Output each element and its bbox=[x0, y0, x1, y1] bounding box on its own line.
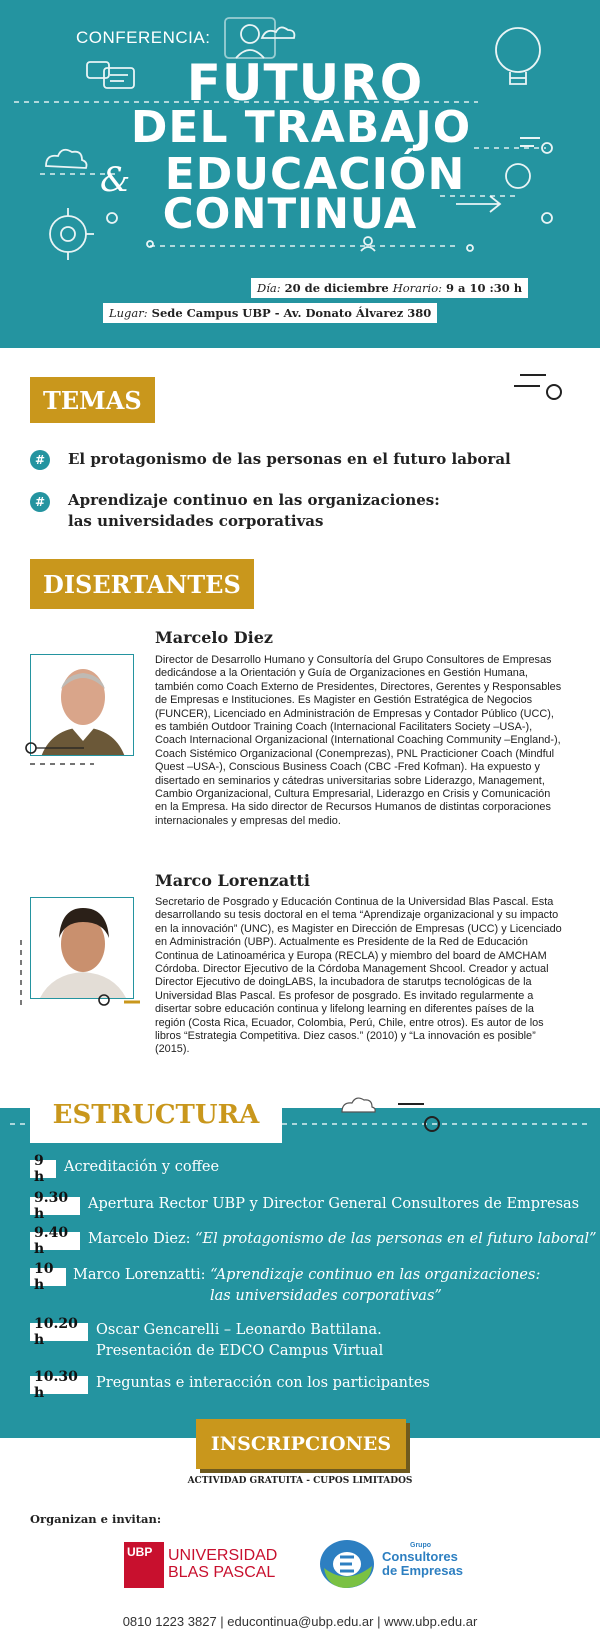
consultores-logo-text bbox=[382, 1550, 463, 1578]
cloud-icon bbox=[342, 1098, 375, 1112]
ubp-logo-line: UNIVERSIDAD bbox=[168, 1547, 278, 1564]
consultores-logo-small: Grupo bbox=[410, 1542, 431, 1549]
agenda-item-continued bbox=[210, 1286, 442, 1307]
agenda-speaker: Marco Lorenzatti: bbox=[73, 1267, 206, 1283]
lightbulb-icon bbox=[496, 28, 540, 72]
ubp-logo-mark: UBP bbox=[124, 1542, 164, 1588]
ubp-logo-text bbox=[168, 1547, 277, 1581]
conference-label: CONFERENCIA: bbox=[76, 28, 211, 47]
title-line-educacion: EDUCACIÓN bbox=[164, 149, 466, 200]
hash-icon: # bbox=[30, 492, 50, 512]
time-value: 9 a 10 :30 h bbox=[446, 281, 523, 295]
title-line-continua: CONTINUA bbox=[162, 189, 418, 238]
chat-bubble-icon bbox=[87, 62, 109, 78]
cloud-icon bbox=[46, 150, 87, 168]
speaker-name: Marcelo Diez bbox=[155, 628, 273, 647]
inscripciones-note: ACTIVIDAD GRATUITA - CUPOS LIMITADOS bbox=[187, 1476, 413, 1486]
time-badge: 9.40 h bbox=[30, 1232, 80, 1250]
agenda-item bbox=[88, 1229, 597, 1250]
consultores-logo-line: Consultores bbox=[382, 1549, 458, 1564]
consultores-logo[interactable] bbox=[318, 1536, 488, 1592]
header-banner bbox=[0, 0, 600, 348]
ubp-logo[interactable] bbox=[124, 1542, 278, 1588]
inscripciones-button[interactable] bbox=[196, 1419, 406, 1469]
speaker-name: Marco Lorenzatti bbox=[155, 871, 310, 890]
consultores-logo-mark bbox=[318, 1538, 376, 1590]
title-line-del-trabajo: DEL TRABAJO bbox=[130, 102, 472, 153]
agenda-item: Preguntas e interacción con los participantes bbox=[96, 1375, 430, 1391]
time-badge: 9 h bbox=[30, 1160, 56, 1178]
speaker-bio: Secretario de Posgrado y Educación Continua de la Universidad Blas Pascal. Esta desarrollando su tesis doctoral en el tema “Aprendizaje organizacional y su impacto en la innovación” (UNC), es Magister en Dirección de Empresas (UCC) y Licenciado en Administración (UBP). Actualmente es Presidente de la Red de Educación Continua de Latinoamérica y Europa (RECLA) y miembro del board de AMCHAM Córdoba. Director Ejecutivo de la Córdoba Management Shcool. Creador y actual Director Ejecutivo de doingLABS, la incubadora de starutps tecnológicas de la Universidad Blas Pascal. Es profesor de posgrado. Es invitado regularmente a disertar sobre educación continua y lifelong learning en diferentes países de la región (Costa Rica, Ecuador, Colombia, Perú, Chile, entre otros). Es autor de los libros “Estrategia Competitiva. Diez casos.” (2010) y “La innovación es posible” (2015). bbox=[155, 896, 562, 1056]
speaker-decoration bbox=[18, 936, 143, 1006]
title-ampersand: & bbox=[100, 160, 131, 200]
day-value: 20 de diciembre bbox=[284, 281, 389, 295]
agenda-talk: “Aprendizaje continuo en las organizaciones: bbox=[210, 1267, 541, 1283]
speaker-decoration bbox=[24, 740, 104, 770]
temas-decoration bbox=[510, 370, 570, 404]
footer-contact: 0810 1223 3827 | educontinua@ubp.edu.ar | www.ubp.edu.ar bbox=[122, 1614, 478, 1629]
topic-item: El protagonismo de las personas en el futuro laboral bbox=[68, 450, 511, 468]
hash-icon: # bbox=[30, 450, 50, 470]
time-badge: 10.20 h bbox=[30, 1323, 88, 1341]
place-value: Sede Campus UBP - Av. Donato Álvarez 380 bbox=[151, 306, 432, 320]
agenda-item bbox=[96, 1320, 383, 1362]
time-badge: 10 h bbox=[30, 1268, 66, 1286]
disertantes-heading: DISERTANTES bbox=[30, 559, 254, 609]
day-label: Día: bbox=[257, 281, 281, 295]
topic-line: Aprendizaje continuo en las organizaciones: bbox=[68, 491, 440, 509]
agenda-talk: “El protagonismo de las personas en el futuro laboral” bbox=[195, 1231, 597, 1247]
agenda-item: Apertura Rector UBP y Director General Consultores de Empresas bbox=[88, 1196, 580, 1212]
place-box bbox=[103, 303, 437, 323]
temas-heading: TEMAS bbox=[30, 377, 155, 423]
gear-icon bbox=[50, 216, 86, 252]
agenda-item bbox=[73, 1265, 540, 1286]
time-badge: 9.30 h bbox=[30, 1197, 80, 1215]
agenda-item: Acreditación y coffee bbox=[64, 1159, 220, 1175]
ubp-logo-line: BLAS PASCAL bbox=[168, 1564, 276, 1581]
agenda-talk: las universidades corporativas” bbox=[210, 1288, 442, 1304]
inscripciones-label: INSCRIPCIONES bbox=[210, 1433, 392, 1455]
estructura-heading-box bbox=[30, 1087, 282, 1143]
time-label: Horario: bbox=[392, 281, 443, 295]
date-time-box bbox=[251, 278, 528, 298]
consultores-logo-line: de Empresas bbox=[382, 1563, 463, 1578]
agenda-speaker: Marcelo Diez: bbox=[88, 1231, 191, 1247]
place-label: Lugar: bbox=[109, 306, 148, 320]
estructura-heading: ESTRUCTURA bbox=[52, 1100, 260, 1130]
topic-item bbox=[68, 490, 440, 532]
agenda-line: Oscar Gencarelli – Leonardo Battilana. bbox=[96, 1322, 382, 1338]
topic-line: las universidades corporativas bbox=[68, 512, 324, 530]
title-line-futuro: FUTURO bbox=[186, 54, 424, 112]
time-badge: 10.30 h bbox=[30, 1376, 88, 1394]
organizers-label: Organizan e invitan: bbox=[30, 1512, 162, 1526]
speaker-bio: Director de Desarrollo Humano y Consultoría del Grupo Consultores de Empresas dedicándose a la Orientación y Guía de Organizaciones en Gestión Humana, también como Coach Externo de Presidentes, Directores, Gerentes y Responsables de Empresas e Instituciones. Es Magister en Gestión Estratégica de Negocios (FUNCER), Licenciado en Administración de Empresas y Contador Público (UCC), es también Outdoor Training Coach (Internacional Facilitaters Society –USA-), Coach Internacional Organizacional (International Coaching Community –England-), Coach Sistémico Organizacional (Conemprezas), PNL Practicioner Coach (Mindful Quest –USA-), Conscious Business Coach (CBC -Fred Kofman). Ha expuesto y disertado en seminarios y cátedras universitarias sobre Liderazgo, Management, Cambio Organizacional, Cultura Empresarial, Liderazgo en Crisis y Comunicación en la Empresa. Ha sido director de Recursos Humanos de distintas corporaciones internacionales y empresas del medio. bbox=[155, 654, 562, 827]
agenda-line: Presentación de EDCO Campus Virtual bbox=[96, 1343, 384, 1359]
